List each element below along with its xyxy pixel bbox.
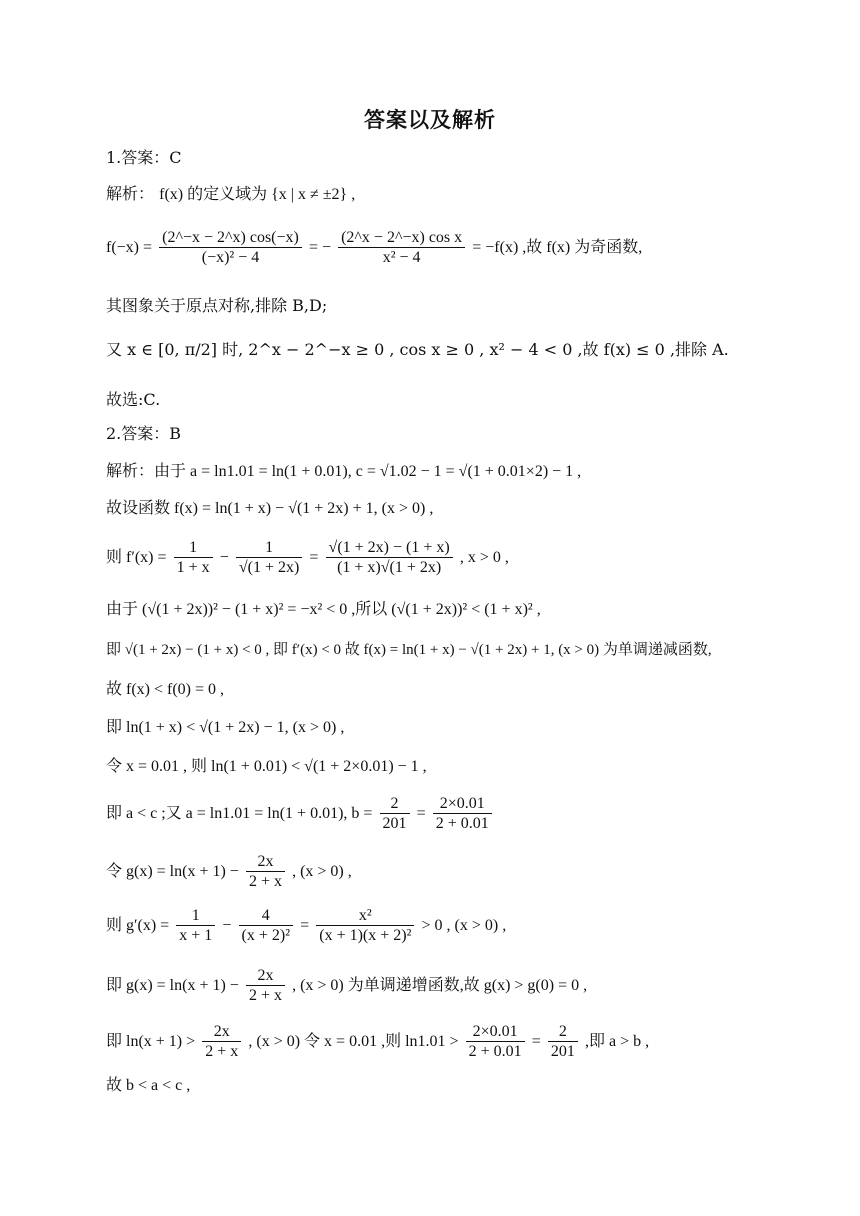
q1-conclusion: 故选:C. [106, 390, 161, 409]
q2-line-13 [106, 1022, 649, 1061]
fraction-numerator: 2×0.01 [466, 1022, 525, 1042]
q2-line-5: 即 √(1 + 2x) − (1 + x) < 0 , 即 f′(x) < 0 故 f(x) = ln(1 + x) − √(1 + 2x) + 1, (x > 0) 为单调递减函数, [106, 642, 712, 658]
odd-tail: = −f(x) ,故 f(x) 为奇函数, [472, 239, 643, 256]
fraction-numerator: 2 [548, 1022, 578, 1042]
fraction [174, 538, 213, 577]
fraction-numerator: 1 [174, 538, 213, 558]
q1-answer: 1.答案：C [106, 148, 182, 167]
line11-tail: > 0 , (x > 0) , [421, 917, 507, 934]
q2-line-6: 故 f(x) < f(0) = 0 , [106, 681, 225, 698]
minus-sign: − [219, 549, 229, 566]
q2-answer: 2.答案：B [106, 424, 182, 443]
equals-sign: = [300, 917, 310, 934]
line13-prefix: 即 ln(x + 1) > [106, 1033, 196, 1050]
fraction [316, 906, 414, 945]
q1-domain-line [106, 184, 355, 205]
fraction-numerator: 2x [202, 1022, 241, 1042]
fraction-numerator: 2 [380, 794, 410, 814]
equals-sign: = [416, 805, 426, 822]
q1-symmetry-line: 其图象关于原点对称,排除 B,D; [106, 296, 328, 315]
line11-prefix: 则 g′(x) = [106, 917, 170, 934]
fraction [466, 1022, 525, 1061]
q2-line-11 [106, 906, 506, 945]
derivative-tail: , x > 0 , [459, 549, 509, 566]
fraction-numerator: x² [316, 906, 414, 926]
fraction [239, 906, 293, 945]
fraction-denominator: 2 + 0.01 [468, 1043, 522, 1060]
equals-sign: = [309, 549, 319, 566]
fraction-denominator: (1 + x)√(1 + 2x) [337, 559, 442, 576]
line12-prefix: 即 g(x) = ln(x + 1) − [106, 977, 239, 994]
minus-sign: − [222, 917, 232, 934]
equals-sign: = [531, 1033, 541, 1050]
q2-line-9 [106, 794, 494, 833]
q2-line-7: 即 ln(1 + x) < √(1 + 2x) − 1, (x > 0) , [106, 719, 345, 736]
fraction-denominator: 2 + 0.01 [435, 815, 489, 832]
fraction-denominator: 2 + x [205, 1043, 239, 1060]
fraction [548, 1022, 578, 1061]
q2-line-12 [106, 966, 587, 1005]
fraction-denominator: 1 + x [176, 559, 210, 576]
q2-line-2: 故设函数 f(x) = ln(1 + x) − √(1 + 2x) + 1, (x > 0) , [106, 500, 434, 517]
line10-prefix: 令 g(x) = ln(x + 1) − [106, 863, 239, 880]
fraction-denominator: (−x)² − 4 [201, 249, 260, 266]
odd-mid: = − [308, 239, 331, 256]
derivative-prefix: 则 f′(x) = [106, 549, 167, 566]
fraction-numerator: (2^−x − 2^x) cos(−x) [159, 228, 302, 248]
fraction-numerator: 2×0.01 [433, 794, 492, 814]
fraction [246, 852, 285, 891]
page-title: 答案以及解析 [364, 107, 496, 132]
fraction [326, 538, 453, 577]
q2-line-1: 解析：由于 a = ln1.01 = ln(1 + 0.01), c = √1.02 − 1 = √(1 + 0.01×2) − 1 , [106, 463, 582, 480]
line13-tail: ,即 a > b , [585, 1033, 650, 1050]
fraction [236, 538, 302, 577]
line13-mid: , (x > 0) 令 x = 0.01 ,则 ln1.01 > [248, 1033, 459, 1050]
q2-line-8: 令 x = 0.01 , 则 ln(1 + 0.01) < √(1 + 2×0.01) − 1 , [106, 758, 427, 775]
line9-prefix: 即 a < c ;又 a = ln1.01 = ln(1 + 0.01), b = [106, 805, 373, 822]
fraction-denominator: 201 [382, 815, 407, 832]
fraction [202, 1022, 241, 1061]
q2-line-10 [106, 852, 352, 891]
q2-line-14: 故 b < a < c , [106, 1077, 191, 1094]
fraction-numerator: 2x [246, 852, 285, 872]
fraction-denominator: (x + 2)² [241, 927, 291, 944]
line12-tail: , (x > 0) 为单调递增函数,故 g(x) > g(0) = 0 , [292, 977, 588, 994]
fraction-numerator: 1 [236, 538, 302, 558]
domain-text: f(x) 的定义域为 {x | x ≠ ±2} , [159, 186, 356, 203]
fraction [246, 966, 285, 1005]
q2-derivative-line [106, 538, 509, 577]
q2-line-4: 由于 (√(1 + 2x))² − (1 + x)² = −x² < 0 ,所以 (√(1 + 2x))² < (1 + x)² , [106, 601, 541, 618]
fraction-denominator: 201 [550, 1043, 575, 1060]
fraction-numerator: 2x [246, 966, 285, 986]
q1-interval-line: 又 x ∈ [0, π/2] 时, 2^x − 2^−x ≥ 0 , cos x ≥ 0 , x² − 4 < 0 ,故 f(x) ≤ 0 ,排除 A. [106, 340, 729, 359]
fraction-denominator: x² − 4 [382, 249, 421, 266]
fraction-denominator: √(1 + 2x) [238, 559, 300, 576]
fraction-numerator: (2^x − 2^−x) cos x [338, 228, 465, 248]
q1-odd-function-line [106, 228, 642, 267]
fraction-denominator: 2 + x [248, 987, 282, 1004]
fraction [159, 228, 302, 267]
fraction [338, 228, 465, 267]
odd-lhs: f(−x) = [106, 239, 153, 256]
line10-tail: , (x > 0) , [292, 863, 352, 880]
fraction [433, 794, 492, 833]
fraction-denominator: 2 + x [248, 873, 282, 890]
fraction-numerator: 1 [176, 906, 215, 926]
analysis-label: 解析： [106, 184, 155, 203]
fraction-denominator: (x + 1)(x + 2)² [319, 927, 412, 944]
fraction [380, 794, 410, 833]
fraction-numerator: 4 [239, 906, 293, 926]
fraction-numerator: √(1 + 2x) − (1 + x) [326, 538, 453, 558]
fraction [176, 906, 215, 945]
fraction-denominator: x + 1 [179, 927, 213, 944]
